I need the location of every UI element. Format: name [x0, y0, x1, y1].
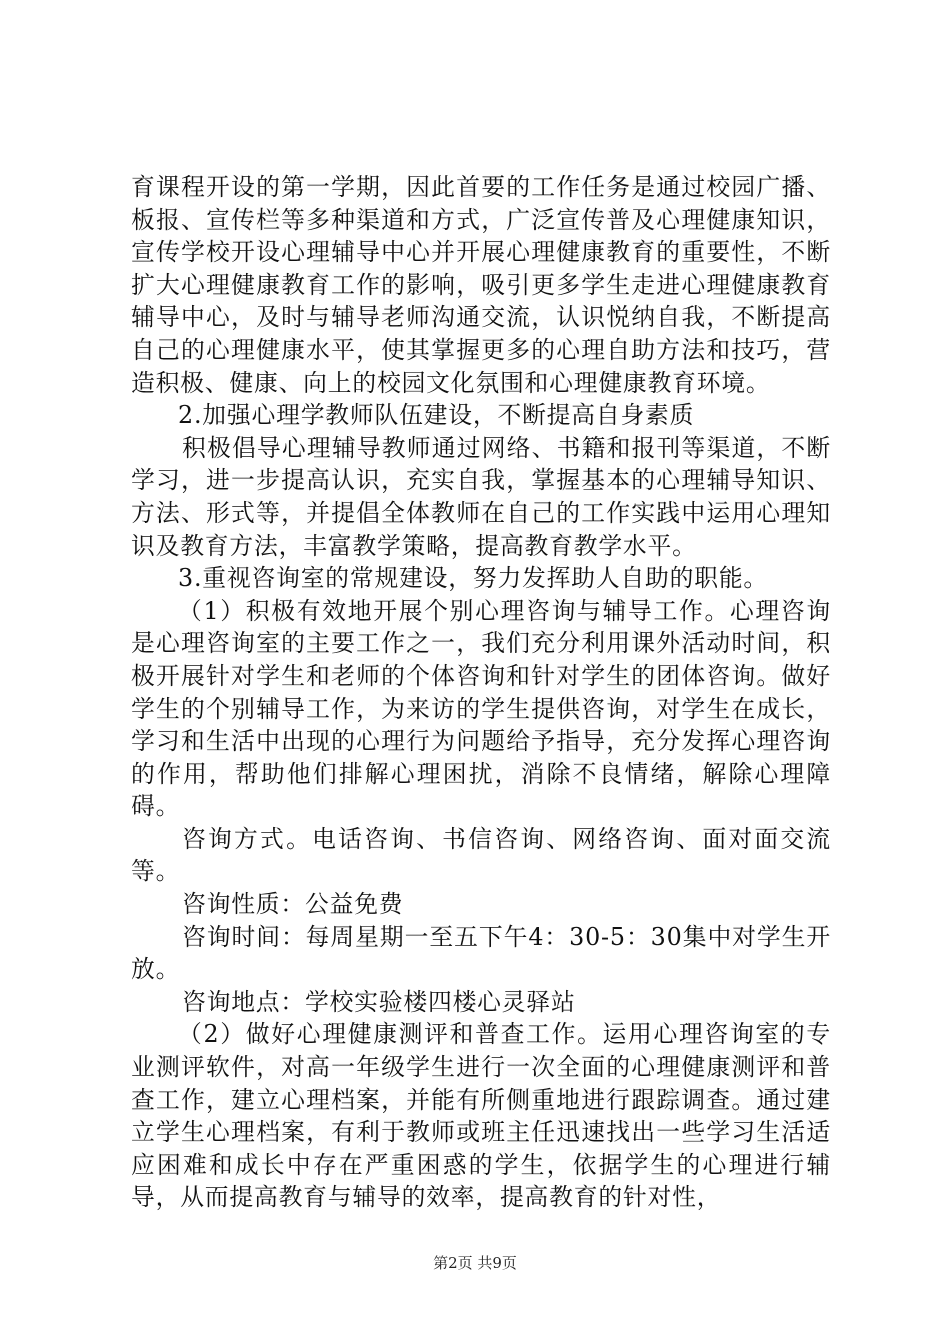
paragraph-counseling-nature: 咨询性质：公益免费 — [182, 890, 404, 919]
paragraph-teacher-training: 积极倡导心理辅导教师通过网络、书籍和报刊等渠道，不断学习，进一步提高认识，充实自我，掌握基本的心理辅导知识、方法、形式等，并提倡全体教师在自己的工作实践中运用心理知识及教育方法，丰富教学策略，提高教育教学水平。 — [131, 433, 831, 560]
paragraph-individual-counseling: （1）积极有效地开展个别心理咨询与辅导工作。心理咨询是心理咨询室的主要工作之一，我们充分利用课外活动时间，积极开展针对学生和老师的个体咨询和针对学生的团体咨询。做好学生的个别辅导工作，为来访的学生提供咨询，对学生在成长，学习和生活中出现的心理行为问题给予指导，充分发挥心理咨询的作用，帮助他们排解心理困扰，消除不良情绪，解除心理障碍。 — [131, 596, 831, 821]
page-footer: 第2页 共9页 — [433, 1254, 517, 1272]
section-heading-3: 3.重视咨询室的常规建设，努力发挥助人自助的职能。 — [178, 564, 769, 593]
paragraph-counseling-time: 咨询时间：每周星期一至五下午4：30-5：30集中对学生开放。 — [131, 922, 831, 984]
paragraph-assessment: （2）做好心理健康测评和普查工作。运用心理咨询室的专业测评软件，对高一年级学生进行一次全面的心理健康测评和普查工作，建立心理档案，并能有所侧重地进行跟踪调查。通过建立学生心理档案，有利于教师或班主任迅速找出一些学习生活适应困难和成长中存在严重困惑的学生，依据学生的心理进行辅导，从而提高教育与辅导的效率，提高教育的针对性， — [131, 1020, 831, 1212]
document-body — [131, 171, 831, 1214]
paragraph-counseling-location: 咨询地点：学校实验楼四楼心灵驿站 — [182, 987, 576, 1016]
paragraph-counseling-methods: 咨询方式。电话咨询、书信咨询、网络咨询、面对面交流等。 — [131, 824, 831, 886]
paragraph-continuation: 育课程开设的第一学期，因此首要的工作任务是通过校园广播、板报、宣传栏等多种渠道和方式，广泛宣传普及心理健康知识，宣传学校开设心理辅导中心并开展心理健康教育的重要性，不断扩大心理健康教育工作的影响，吸引更多学生走进心理健康教育辅导中心，及时与辅导老师沟通交流，认识悦纳自我，不断提高自己的心理健康水平，使其掌握更多的心理自助方法和技巧，营造积极、健康、向上的校园文化氛围和心理健康教育环境。 — [131, 173, 831, 397]
section-heading-2: 2.加强心理学教师队伍建设，不断提高自身素质 — [178, 401, 695, 430]
